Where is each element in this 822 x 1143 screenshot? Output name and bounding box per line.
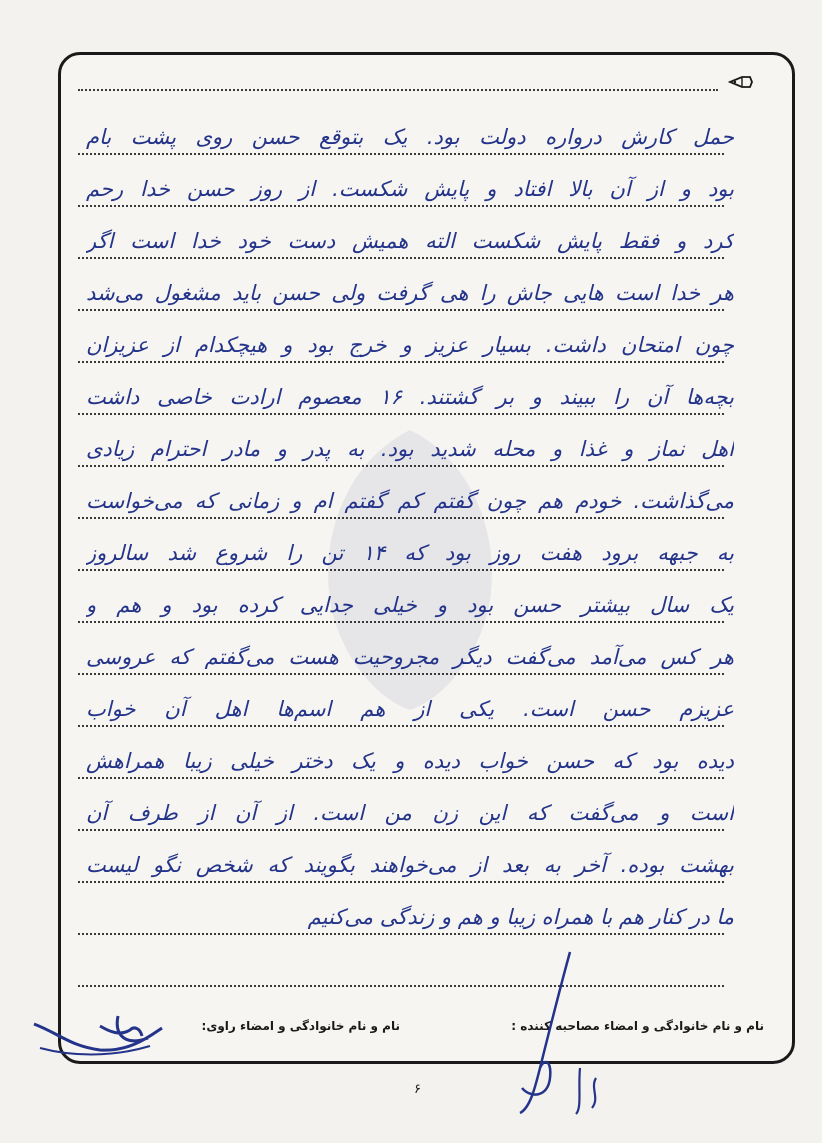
handwritten-line: چون امتحان داشت. بسیار عزیز و خرج بود و هیچکدام از عزیزان [86,333,734,357]
handwritten-line: ما در کنار هم با همراه زیبا و هم و زندگی می‌کنیم [307,905,734,929]
handwritten-line: هر کس می‌آمد می‌گفت دیگر مجروحیت هست می‌گفتم که عروسی [86,645,734,669]
interviewer-signature-label: نام و نام خانوادگی و امضاء مصاحبه کننده : [511,1019,764,1033]
ruled-line [78,89,718,91]
interviewer-signature [500,948,620,1118]
handwritten-line: بهشت بوده. آخر به بعد از می‌خواهند بگویند که شخص نگو لیست [86,853,734,877]
ruled-line [78,985,724,987]
handwritten-line: یک سال بیشتر حسن بود و خیلی جدایی کرده بود و هم و [86,593,734,617]
handwritten-line: می‌گذاشت. خودم هم چون گفتم کم گفتم ام و زمانی که می‌خواست [86,489,734,513]
handwritten-line: کرد و فقط پایش شکست الته همیش دست خود خدا است اگر [86,229,734,253]
handwritten-line: هر خدا است هایی جاش را هی گرفت ولی حسن باید مشغول می‌شد [86,281,734,305]
handwritten-line: بچه‌ها آن را ببیند و بر گشتند. ۱۶ معصوم ارادت خاصی داشت [86,385,734,409]
narrator-signature [30,1006,170,1062]
handwritten-line: اهل نماز و غذا و محله شدید بود. به پدر و مادر احترام زیادی [86,437,734,461]
handwritten-line: بود و از آن بالا افتاد و پایش شکست. از روز حسن خدا رحم [86,177,734,201]
page-number: ۶ [414,1082,421,1097]
handwritten-line: است و می‌گفت که این زن من است. از آن از طرف آن [86,801,734,825]
handwritten-line: عزیزم حسن است. یکی از هم اسم‌ها اهل آن خواب [86,697,734,721]
narrator-signature-label: نام و نام خانوادگی و امضاء راوی: [201,1019,400,1033]
handwritten-line: به جبهه برود هفت روز بود که ۱۴ تن را شروع شد سالروز [86,541,734,565]
pen-icon [728,74,754,90]
handwritten-line: دیده بود که حسن خواب دیده و یک دختر خیلی زیبا همراهش [86,749,734,773]
handwritten-line: حمل کارش درواره دولت بود. یک بتوقع حسن روی پشت بام [86,125,734,149]
